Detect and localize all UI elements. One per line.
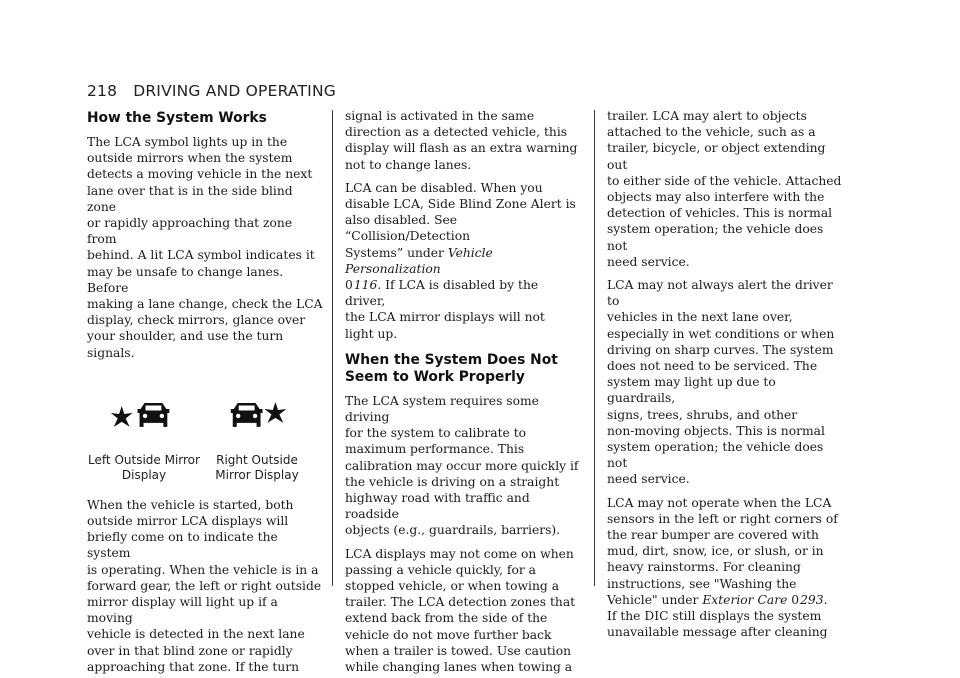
page-reference-link[interactable]: 116 <box>353 278 378 293</box>
page-reference-link[interactable]: 293 <box>800 592 824 607</box>
lca-right-symbol-icon <box>206 375 325 439</box>
text-line: objects (e.g., guardrails, barriers). <box>345 523 561 538</box>
text-line: the rear bumper are covered with <box>607 528 819 543</box>
paragraph <box>607 108 847 270</box>
text: Vehicle" under <box>607 592 703 607</box>
text-line <box>607 592 847 608</box>
text-line: outside mirror LCA displays will <box>87 514 289 529</box>
text-line: mud, dirt, snow, ice, or slush, or in <box>607 544 824 559</box>
text-line: direction as a detected vehicle, this <box>345 125 568 140</box>
text-line: not to change lanes. <box>345 157 472 172</box>
text-line: heavy rainstorms. For cleaning <box>607 560 801 575</box>
paragraph <box>345 393 580 539</box>
text-line: calibration may occur more quickly if <box>345 458 579 473</box>
text-line: display, check mirrors, glance over <box>87 313 306 328</box>
text-line: behind. A lit LCA symbol indicates it <box>87 248 315 263</box>
text-line: forward gear, the left or right outside <box>87 578 322 593</box>
text-line: vehicle is detected in the next lane <box>87 627 305 642</box>
paragraph <box>607 277 847 488</box>
text-line: unavailable message after cleaning <box>607 625 828 640</box>
text-line: sensors in the left or right corners of <box>607 511 838 526</box>
text-line: signals. <box>87 345 135 360</box>
text-line: while changing lanes when towing a <box>345 660 573 675</box>
text: Systems” under <box>345 245 448 260</box>
text-line: briefly come on to indicate the system <box>87 530 278 561</box>
paragraph <box>87 134 325 361</box>
cross-reference-link[interactable]: Exterior Care <box>702 592 788 607</box>
text-line: trailer. The LCA detection zones that <box>345 595 576 610</box>
paragraph <box>87 497 325 675</box>
text-line: LCA may not operate when the LCA <box>607 495 832 510</box>
caption-line: Right Outside <box>216 452 298 467</box>
text-line: The LCA symbol lights up in the <box>87 135 288 149</box>
text-line: the LCA mirror displays will not <box>345 310 545 325</box>
text-line: The LCA system requires some driving <box>345 393 539 425</box>
text-line: light up. <box>345 326 398 341</box>
caption-line: Mirror Display <box>215 467 299 482</box>
text-line: lane over that is in the side blind zone <box>87 183 293 214</box>
text-line: or rapidly approaching that zone from <box>87 216 293 247</box>
text-line: your shoulder, and use the turn <box>87 329 284 344</box>
text-line: attached to the vehicle, such as a <box>607 125 816 140</box>
page-header <box>87 82 336 108</box>
text-line: objects may also interfere with the <box>607 190 825 205</box>
text-line: If the DIC still displays the system <box>607 609 822 624</box>
text-line: need service. <box>607 254 690 269</box>
paragraph <box>345 180 580 342</box>
text-line: disable LCA, Side Blind Zone Alert is <box>345 197 576 212</box>
text-line: over in that blind zone or rapidly <box>87 643 293 658</box>
column-3 <box>607 108 847 641</box>
text-line: LCA can be disabled. When you <box>345 180 543 195</box>
text-line <box>345 277 580 309</box>
text-line: vehicle do not move further back <box>345 627 552 642</box>
left-mirror-caption <box>83 453 205 483</box>
heading-line: When the System Does Not <box>345 351 558 368</box>
column-divider <box>332 110 333 586</box>
page-number: 218 <box>87 82 118 100</box>
text-line: maximum performance. This <box>345 442 525 457</box>
text-line: approaching that zone. If the turn <box>87 659 300 674</box>
text-line: stopped vehicle, or when towing a <box>345 579 560 594</box>
text-line: the vehicle is driving on a straight <box>345 474 560 489</box>
lca-left-symbol-icon <box>87 375 206 439</box>
text-line: does not need to be serviced. The <box>607 359 818 374</box>
text-line: When the vehicle is started, both <box>87 497 294 512</box>
text-line: system may light up due to guardrails, <box>607 375 776 406</box>
text-line: may be unsafe to change lanes. Before <box>87 264 284 295</box>
text: . <box>823 592 828 607</box>
text-line: highway road with traffic and roadside <box>345 491 530 522</box>
heading-does-not-work <box>345 352 580 386</box>
text-line: trailer, bicycle, or object extending out <box>607 141 826 172</box>
figure-captions <box>87 453 325 483</box>
paragraph <box>345 108 580 173</box>
text-line: non-moving objects. This is normal <box>607 423 825 438</box>
text: . If LCA is disabled by the driver, <box>345 278 539 309</box>
text-line: passing a vehicle quickly, for a <box>345 562 536 577</box>
text-line: detection of vehicles. This is normal <box>607 206 833 221</box>
text-line: display will flash as an extra warning <box>345 141 578 156</box>
lca-symbols-figure <box>87 375 325 439</box>
text-line: for the system to calibrate to <box>345 426 527 441</box>
text-line: detects a moving vehicle in the next <box>87 167 313 182</box>
cross-reference-link[interactable]: Vehicle Personalization <box>345 245 493 276</box>
caption-line: Display <box>121 467 167 482</box>
page-reference-arrow-icon: 0 <box>345 278 353 293</box>
text-line: signal is activated in the same <box>345 109 535 123</box>
page-reference-arrow-icon: 0 <box>791 592 800 607</box>
text-line: outside mirrors when the system <box>87 151 293 166</box>
heading-how-system-works: How the System Works <box>87 110 267 126</box>
column-divider <box>594 110 595 586</box>
text-line: LCA displays may not come on when <box>345 546 574 561</box>
text-line: making a lane change, check the LCA <box>87 297 323 312</box>
text-line <box>345 245 580 277</box>
text-line: signs, trees, shrubs, and other <box>607 407 798 422</box>
text-line: trailer. LCA may alert to objects <box>607 109 807 123</box>
text-line: vehicles in the next lane over, <box>607 310 793 325</box>
text-line: extend back from the side of the <box>345 611 548 626</box>
text-line: system operation; the vehicle does not <box>607 222 824 253</box>
column-1 <box>87 108 325 675</box>
paragraph <box>345 546 580 676</box>
heading-line: Seem to Work Properly <box>345 368 525 385</box>
text-line: need service. <box>607 472 690 487</box>
column-2 <box>345 108 580 675</box>
text-line: driving on sharp curves. The system <box>607 342 834 357</box>
caption-line: Left Outside Mirror <box>88 452 200 467</box>
text-line: instructions, see "Washing the <box>607 576 797 591</box>
section-title: DRIVING AND OPERATING <box>133 82 336 100</box>
text-line: is operating. When the vehicle is in a <box>87 562 319 577</box>
paragraph <box>607 495 847 641</box>
right-mirror-caption <box>209 453 305 483</box>
text-line: to either side of the vehicle. Attached <box>607 173 842 188</box>
text-line: mirror display will light up if a moving <box>87 595 278 626</box>
text-line: especially in wet conditions or when <box>607 326 835 341</box>
text-line: system operation; the vehicle does not <box>607 440 824 471</box>
text-line: LCA may not always alert the driver to <box>607 278 833 309</box>
text-line: also disabled. See “Collision/Detection <box>345 213 471 244</box>
text-line: when a trailer is towed. Use caution <box>345 643 572 658</box>
